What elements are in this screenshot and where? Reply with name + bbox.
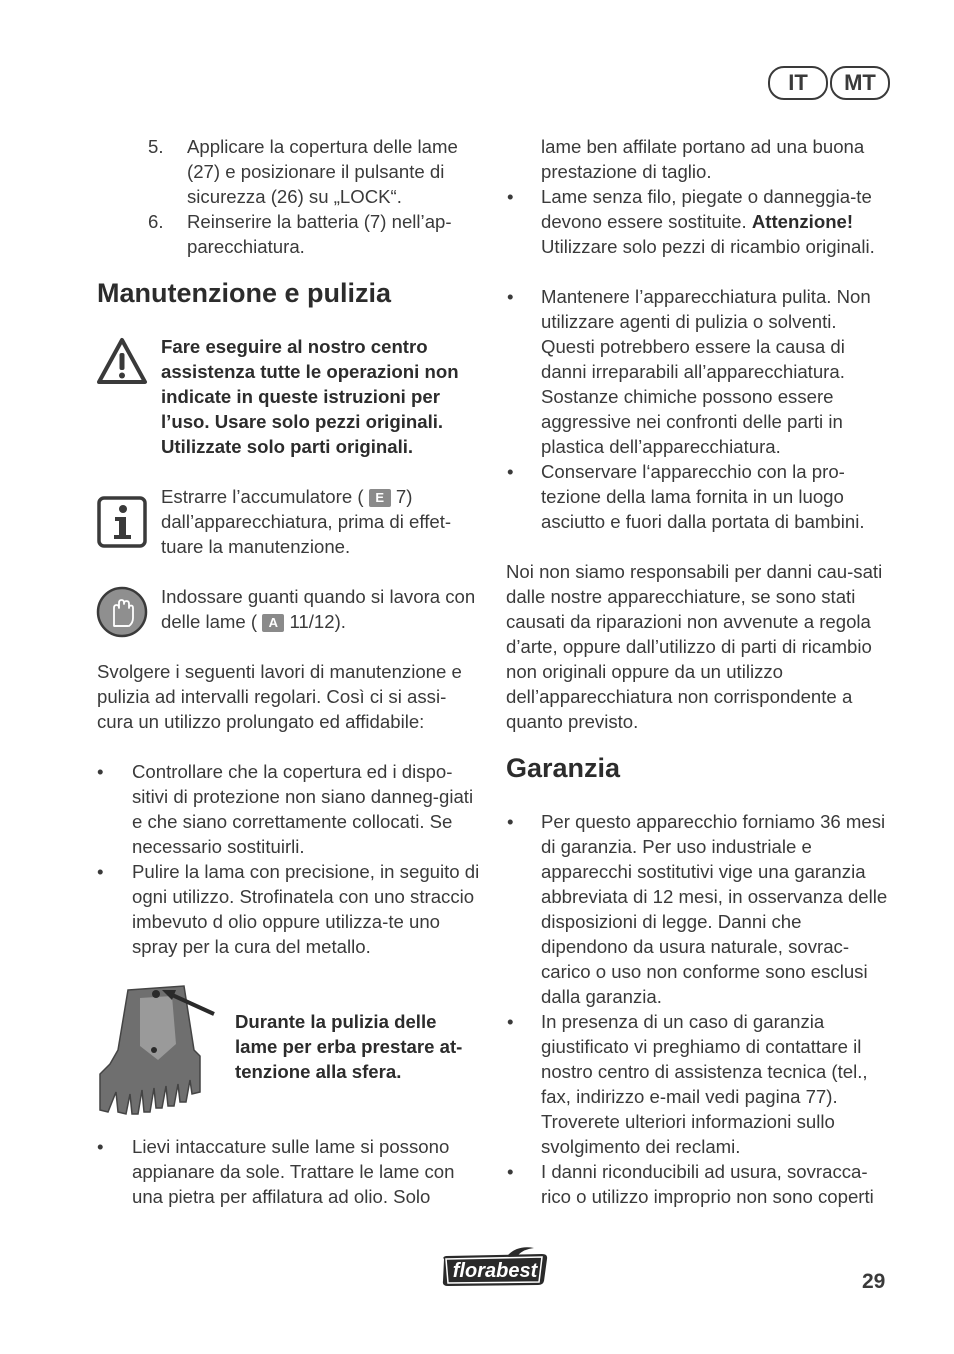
info-text (161, 484, 479, 559)
bullet-marker: • (507, 286, 514, 307)
warranty-bullet: Per questo apparecchio forniamo 36 mesi di garanzia. Per uso industriale e apparecchi sostitutivi vige una garanzia abbreviata di 12 mesi, in osservanza delle disposizioni di legge. Danni che dipendono da usura naturale, sovrac-carico o uso non conforme sono esclusi dalla garanzia. (541, 811, 888, 1007)
attention-label: Attenzione! (751, 211, 854, 232)
numbered-num-6: 6. (148, 211, 164, 232)
blade-illustration (96, 984, 220, 1118)
lang-badge-it: IT (768, 66, 828, 100)
figure-a-badge: A (262, 614, 284, 632)
attention-text: Utilizzare solo pezzi di ricambio originali. (541, 236, 875, 257)
bullet-marker: • (507, 811, 514, 832)
info-text-pre: Estrarre l’accumulatore ( (161, 486, 369, 507)
bullet-marker: • (507, 1011, 514, 1032)
brand-name: florabest (452, 1260, 538, 1282)
warranty-bullet: In presenza di un caso di garanzia giustificato vi preghiamo di contattare il nostro centro di assistenza tecnica (tel., fax, indirizzo e-mail vedi pagina 77). Troverete ulteriori informazioni sullo svolgimento dei reclami. (541, 1011, 868, 1157)
blade-note: Durante la pulizia delle lame per erba prestare at-tenzione alla sfera. (235, 1011, 463, 1082)
bullet-text: Lame senza filo, piegate o danneggia-te devono essere sostituite. (541, 186, 872, 232)
bullet-item: Controllare che la copertura ed i dispo-sitivi di protezione non siano danneg-giati e che siano correttamente collocati. Se necessario sostituirli. (132, 761, 474, 857)
warning-triangle-icon (96, 336, 148, 388)
bullet-item: Conservare l‘apparecchio con la pro-tezione della lama fornita in un luogo asciutto e fuori dalla portata di bambini. (541, 461, 865, 532)
bullet-marker: • (97, 861, 104, 882)
numbered-item-5: Applicare la copertura delle lame (27) e posizionare il pulsante di sicurezza (26) su „LOCK“. (187, 136, 458, 207)
warning-text: Fare eseguire al nostro centro assistenza tutte le operazioni non indicate in queste istruzioni per l’uso. Usare solo pezzi originali. Utilizzate solo parti originali. (161, 336, 459, 457)
glove-icon (96, 586, 148, 638)
bullet-continued: lame ben affilate portano ad una buona prestazione di taglio. (541, 136, 865, 182)
lang-badge-mt: MT (830, 66, 890, 100)
bullet-item: Lievi intaccature sulle lame si possono appianare da sole. Trattare le lame con una pietra per affilatura ad olio. Solo (132, 1136, 455, 1207)
bullet-marker: • (97, 1136, 104, 1157)
disclaimer-paragraph: Noi non siamo responsabili per danni cau-sati dalle nostre apparecchiature, se sono stati causati da riparazioni non avvenute a regola d’arte, oppure dall’utilizzo di parti di ricambio non originali oppure da un utilizzo dell’apparecchiatura non corrispondente a quanto previsto. (506, 561, 883, 732)
bullet-item (541, 184, 891, 259)
bullet-item: Pulire la lama con precisione, in seguito di ogni utilizzo. Strofinatela con uno straccio imbevuto d olio oppure utilizza-te uno spray per la cura del metallo. (132, 861, 480, 957)
glove-text-pre: Indossare guanti quando si lavora con delle lame ( (161, 586, 476, 632)
numbered-num-5: 5. (148, 136, 164, 157)
glove-text (161, 584, 479, 634)
page-number: 29 (862, 1270, 886, 1293)
figure-e-badge: E (369, 489, 391, 507)
heading-manutenzione: Manutenzione e pulizia (97, 278, 392, 308)
bullet-item: Mantenere l’apparecchiatura pulita. Non utilizzare agenti di pulizia o solventi. Questi potrebbero essere la causa di danni irreparabili all’apparecchiatura. Sostanze chimiche possono essere aggressive nei confronti delle parti in plastica dell’apparecchiatura. (541, 286, 871, 457)
bullet-marker: • (507, 1161, 514, 1182)
warranty-bullet: I danni riconducibili ad usura, sovracca-rico o utilizzo improprio non sono coperti (541, 1161, 874, 1207)
florabest-logo (438, 1245, 552, 1289)
numbered-item-6: Reinserire la batteria (7) nell’ap-parecchiatura. (187, 211, 452, 257)
glove-text-post: 11/12). (284, 611, 346, 632)
intro-paragraph: Svolgere i seguenti lavori di manutenzione e pulizia ad intervalli regolari. Così ci si assi-cura un utilizzo prolungato ed affidabile: (97, 661, 462, 732)
heading-garanzia: Garanzia (506, 753, 621, 783)
bullet-marker: • (97, 761, 104, 782)
info-text-post: 7) dall’apparecchiatura, prima di effet-tuare la manutenzione. (161, 486, 452, 557)
bullet-marker: • (507, 461, 514, 482)
info-icon (97, 496, 147, 548)
bullet-marker: • (507, 186, 514, 207)
